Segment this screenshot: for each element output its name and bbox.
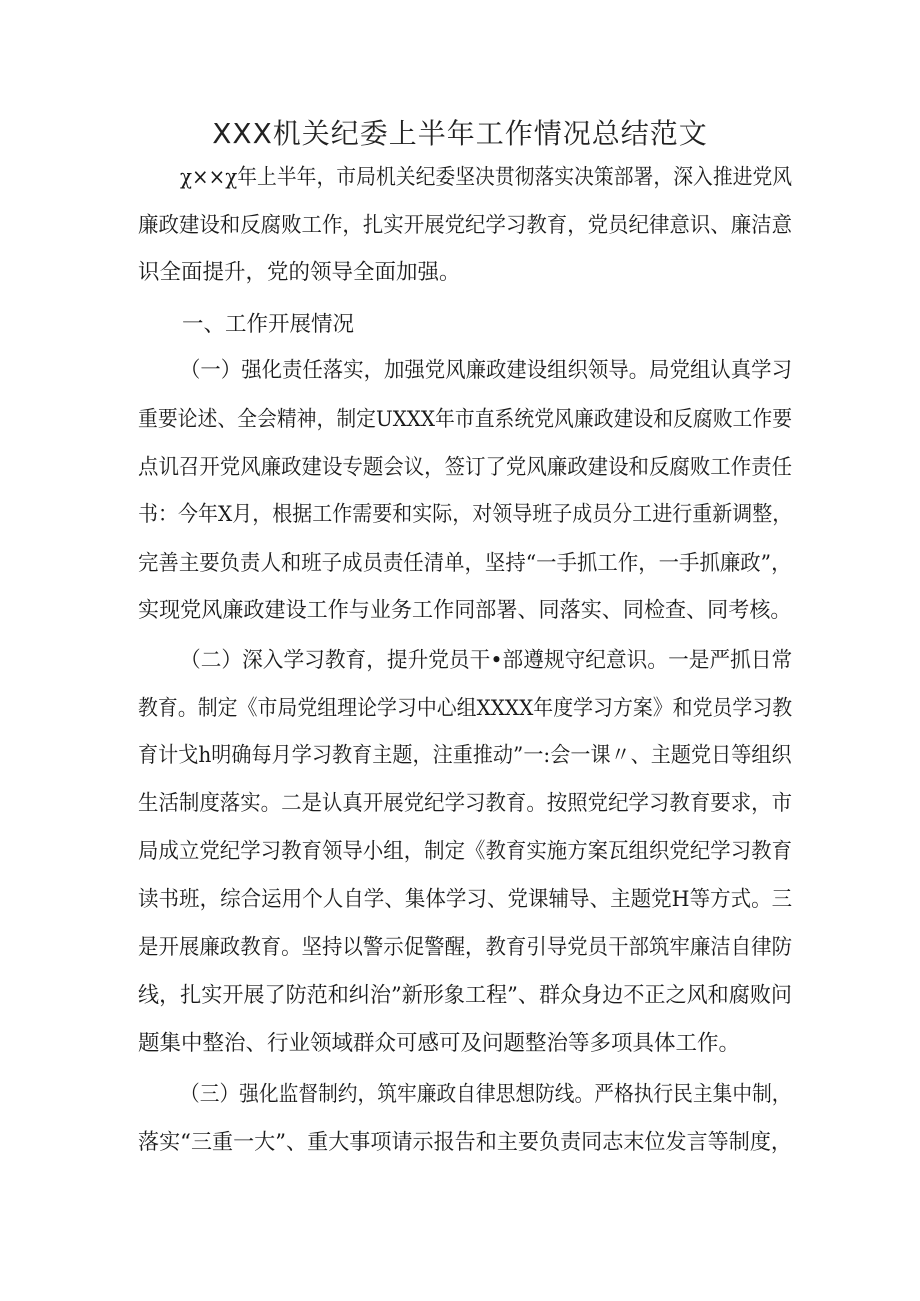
paragraph-line: （二）深入学习教育，提升党员干•部遵规守纪意识。一是严抓日常 bbox=[180, 648, 793, 673]
paragraph-line: 教育。制定《市局党组理论学习中心组XXXX年度学习方案》和党员学习教 bbox=[138, 696, 793, 721]
paragraph-line: 读书班，综合运用个人自学、集体学习、党课辅导、主题党H等方式。三 bbox=[138, 887, 793, 912]
paragraph-line: 书：今年X月，根据工作需要和实际，对领导班子成员分工进行重新调整， bbox=[138, 502, 793, 527]
paragraph-line: 实现党风廉政建设工作与业务工作同部署、同落实、同检查、同考核。 bbox=[138, 598, 792, 623]
paragraph-line: （一）强化责任落实，加强党风廉政建设组织领导。局党组认真学习 bbox=[180, 358, 792, 383]
paragraph-line: 识全面提升，党的领导全面加强。 bbox=[138, 260, 461, 285]
paragraph-line: 重要论述、全会精神，制定UXXX年市直系统党风廉政建设和反腐败工作要 bbox=[138, 407, 793, 432]
paragraph-line: 落实“三重一大”、重大事项请示报告和主要负责同志末位发言等制度， bbox=[138, 1130, 792, 1155]
paragraph-line: 生活制度落实。二是认真开展党纪学习教育。按照党纪学习教育要求，市 bbox=[138, 791, 793, 816]
paragraph-line: 线，扎实开展了防范和纠治”新形象工程”、群众身边不正之风和腐败问 bbox=[138, 983, 792, 1008]
paragraph-line: 完善主要负责人和班子成员责任清单，坚持“一手抓工作，一手抓廉政”， bbox=[138, 551, 792, 576]
paragraph-line: 育计戈h明确每月学习教育主题，注重推动”一:会一课〃、主题党日等组织 bbox=[138, 743, 792, 768]
section-heading: 一、工作开展情况 bbox=[182, 312, 355, 337]
paragraph-line: 题集中整治、行业领域群众可感可及问题整治等多项具体工作。 bbox=[138, 1031, 741, 1056]
paragraph-line: 廉政建设和反腐败工作，扎实开展党纪学习教育，党员纪律意识、廉洁意 bbox=[138, 213, 793, 238]
paragraph-line: 是开展廉政教育。坚持以警示促警醒，教育引导党员干部筑牢廉洁自律防 bbox=[138, 935, 793, 960]
paragraph-line: 局成立党纪学习教育领导小组，制定《教育实施方案瓦组织党纪学习教育 bbox=[138, 839, 793, 864]
document-title: XXX机关纪委上半年工作情况总结范文 bbox=[212, 117, 708, 150]
paragraph-line: （三）强化监督制约，筑牢廉政自律思想防线。严格执行民主集中制， bbox=[180, 1082, 792, 1107]
paragraph-line: 点讥召开党风廉政建设专题会议，签订了党风廉政建设和反腐败工作责任 bbox=[138, 455, 793, 480]
paragraph-line: χ××χ年上半年，市局机关纪委坚决贯彻落实决策部署，深入推进党风 bbox=[180, 165, 793, 190]
